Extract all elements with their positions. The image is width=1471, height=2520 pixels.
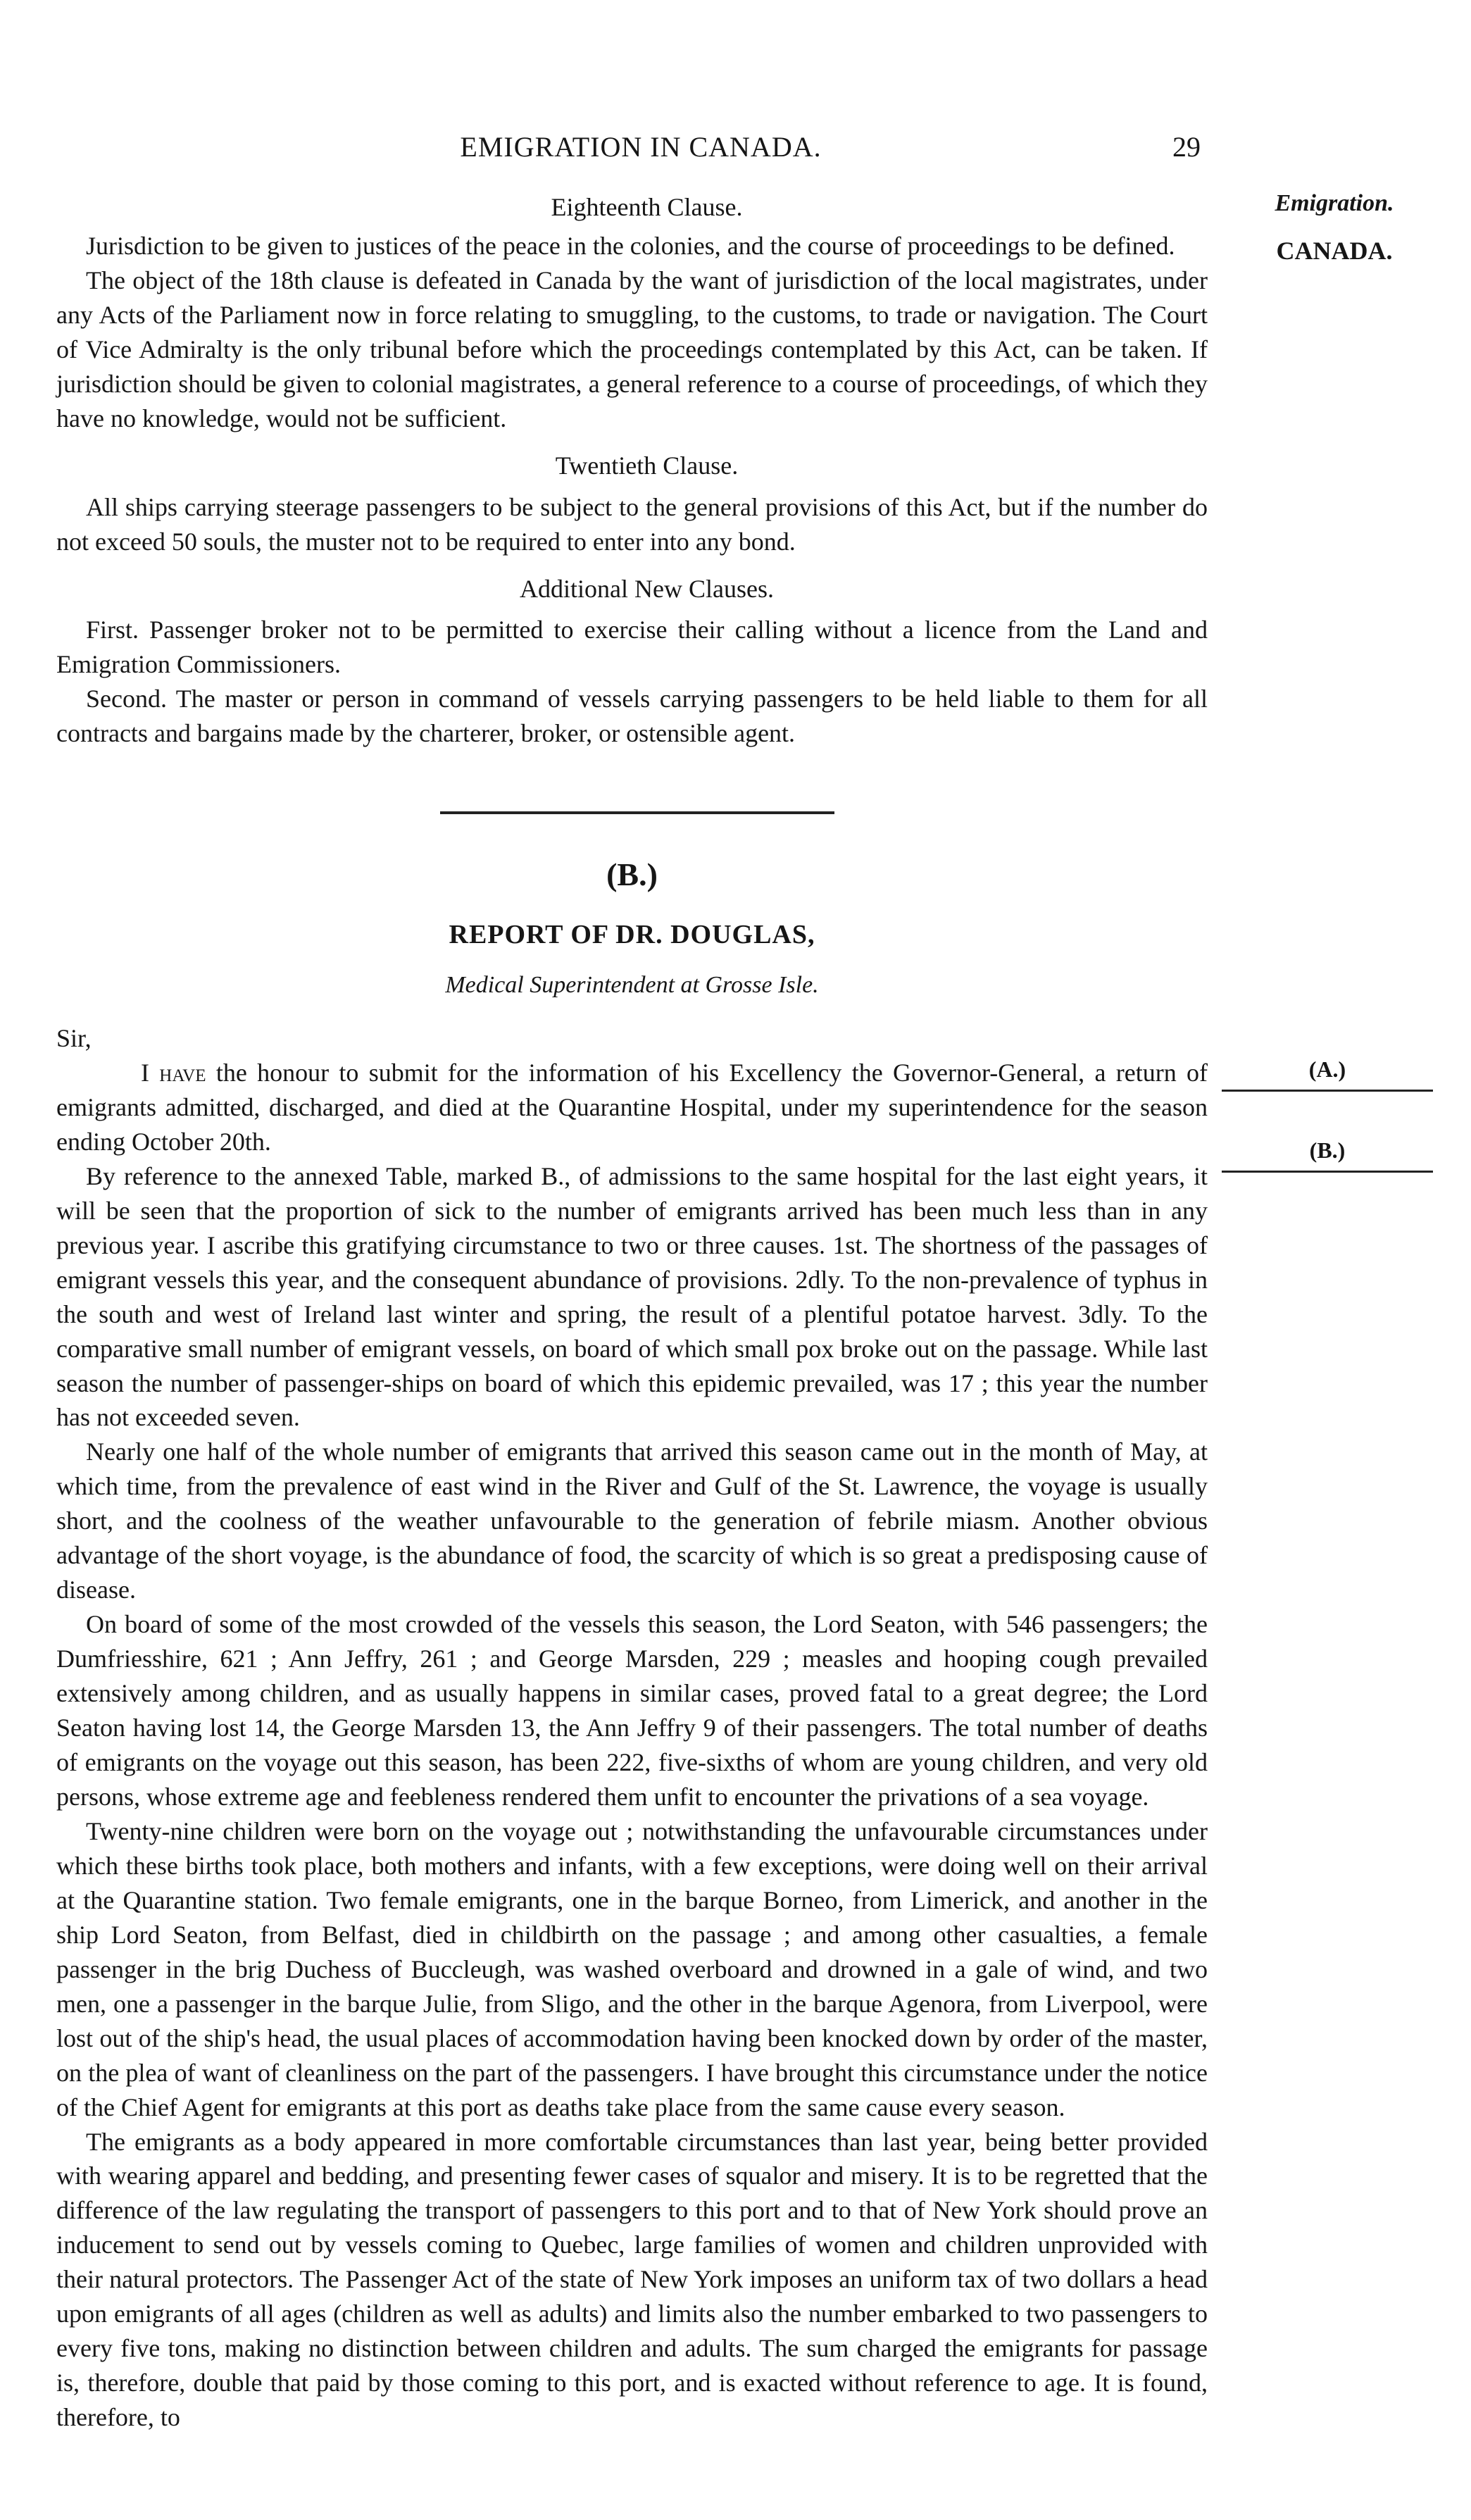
section-divider (440, 811, 834, 814)
eighteenth-clause-heading: Eighteenth Clause. (551, 193, 743, 221)
running-title: EMIGRATION IN CANADA. (460, 131, 822, 163)
margin-canada: CANADA. (1276, 237, 1393, 265)
margin-ref-a: (A.) (1222, 1056, 1433, 1092)
section-label: (B.) (606, 856, 658, 892)
report-subtitle: Medical Superintendent at Grosse Isle. (445, 972, 819, 998)
page-number: 29 (1172, 131, 1201, 163)
paragraph-1-text: the honour to submit for the information of his Excellency the Governor-General, a return of emigrants admitted, discharged, and died at the Quarantine Hospital, under my superintendence for the season ending October 20th. (56, 1058, 1208, 1156)
report-paragraph-1 (56, 1056, 1208, 1159)
report-paragraph-2: By reference to the annexed Table, marked B., of admissions to the same hospital for the last eight years, it will be seen that the proportion of sick to the number of emigrants arrived has been much less than in any previous year. I ascribe this gratifying circumstance to two or three causes. 1st. The shortness of the passages of emigrant vessels this year, and the consequent abundance of provisions. 2dly. To the non-prevalence of typhus in the south and west of Ireland last winter and spring, the result of a plentiful potatoe harvest. 3dly. To the comparative small number of emigrant vessels, on board of which small pox broke out on the passage. While last season the number of passenger-ships on board of which this epidemic prevailed, was 17 ; this year the number has not exceeded seven. (56, 1161, 1208, 1432)
eighteenth-clause-text: Jurisdiction to be given to justices of the peace in the colonies, and the course of proceedings to be defined. (86, 231, 1175, 260)
report-paragraph-6: The emigrants as a body appeared in more comfortable circumstances than last year, being better provided with wearing apparel and bedding, and presenting fewer cases of squalor and misery. It is to be regretted that the difference of the law regulating the transport of passengers to this port and to that of New York should prove an inducement to send out by vessels coming to Quebec, large families of women and children unprovided with their natural protectors. The Passenger Act of the state of New York imposes an uniform tax of two dollars a head upon emigrants of all ages (children as well as adults) and limits also the number embarked to two passengers to every five tons, making no distinction between children and adults. The sum charged the emigrants for passage is, therefore, double that paid by those coming to this port, and is exacted without reference to age. It is found, therefore, to (56, 2127, 1208, 2432)
clauses-block (56, 190, 1208, 751)
margin-emigration: Emigration. (1275, 190, 1394, 216)
report-title: REPORT OF DR. DOUGLAS, (449, 920, 815, 949)
report-body (56, 1021, 1208, 2435)
margin-ref-b: (B.) (1222, 1137, 1433, 1173)
salutation: Sir, (56, 1024, 92, 1052)
eighteenth-clause-commentary: The object of the 18th clause is defeated in Canada by the want of jurisdiction of the local magistrates, under any Acts of the Parliament now in force relating to smuggling, to the customs, to trade or navigation. The Court of Vice Admiralty is the only tribunal before which the proceedings contemplated by this Act, can be taken. If jurisdiction should be given to colonial magistrates, a general reference to a course of proceedings, of which they have no knowledge, would not be sufficient. (56, 266, 1208, 432)
additional-clause-first: First. Passenger broker not to be permitted to exercise their calling without a licence from the Land and Emigration Commissioners. (56, 616, 1208, 679)
paragraph-lead: I have (141, 1058, 206, 1087)
report-paragraph-4: On board of some of the most crowded of the vessels this season, the Lord Seaton, with 546 passengers; the Dumfriesshire, 621 ; Ann Jeffry, 261 ; and George Marsden, 229 ; measles and hooping cough prevailed extensively among children, and as usually happens in similar cases, proved fatal to a great degree; the Lord Seaton having lost 14, the George Marsden 13, the Ann Jeffry 9 of their passengers. The total number of deaths of emigrants on the voyage out this season, has been 222, five-sixths of whom are young children, and very old persons, whose extreme age and feebleness rendered them unfit to encounter the privations of a sea voyage. (56, 1610, 1208, 1811)
twentieth-clause-text: All ships carrying steerage passengers to be subject to the general provisions of this Act, but if the number do not exceed 50 souls, the muster not to be required to enter into any bond. (56, 492, 1208, 556)
report-paragraph-5: Twenty-nine children were born on the voyage out ; notwithstanding the unfavourable circumstances under which these births took place, both mothers and infants, with a few exceptions, were doing well on their arrival at the Quarantine station. Two female emigrants, one in the barque Borneo, from Limerick, and another in the ship Lord Seaton, from Belfast, died in childbirth on the passage ; and among other casualties, a female passenger in the brig Duchess of Buccleugh, was washed overboard and drowned in a gale of wind, and two men, one a passenger in the barque Julie, from Sligo, and the other in the barque Agenora, from Liverpool, were lost out of the ship's head, the usual places of accommodation having been knocked down by order of the master, on the plea of want of cleanliness on the part of the passengers. I have brought this circumstance under the notice of the Chief Agent for emigrants at this port as deaths take place from the same cause every season. (56, 1816, 1208, 2121)
report-paragraph-3: Nearly one half of the whole number of emigrants that arrived this season came out in the month of May, at which time, from the prevalence of east wind in the River and Gulf of the St. Lawrence, the voyage is usually short, and the coolness of the weather unfavourable to the generation of febrile miasm. Another obvious advantage of the short voyage, is the abundance of food, the scarcity of which is so great a predisposing cause of disease. (56, 1437, 1208, 1604)
twentieth-clause-heading: Twentieth Clause. (555, 451, 739, 480)
additional-clauses-heading: Additional New Clauses. (520, 574, 774, 603)
additional-clause-second: Second. The master or person in command of vessels carrying passengers to be held liable to them for all contracts and bargains made by the charterer, broker, or ostensible agent. (56, 685, 1208, 748)
